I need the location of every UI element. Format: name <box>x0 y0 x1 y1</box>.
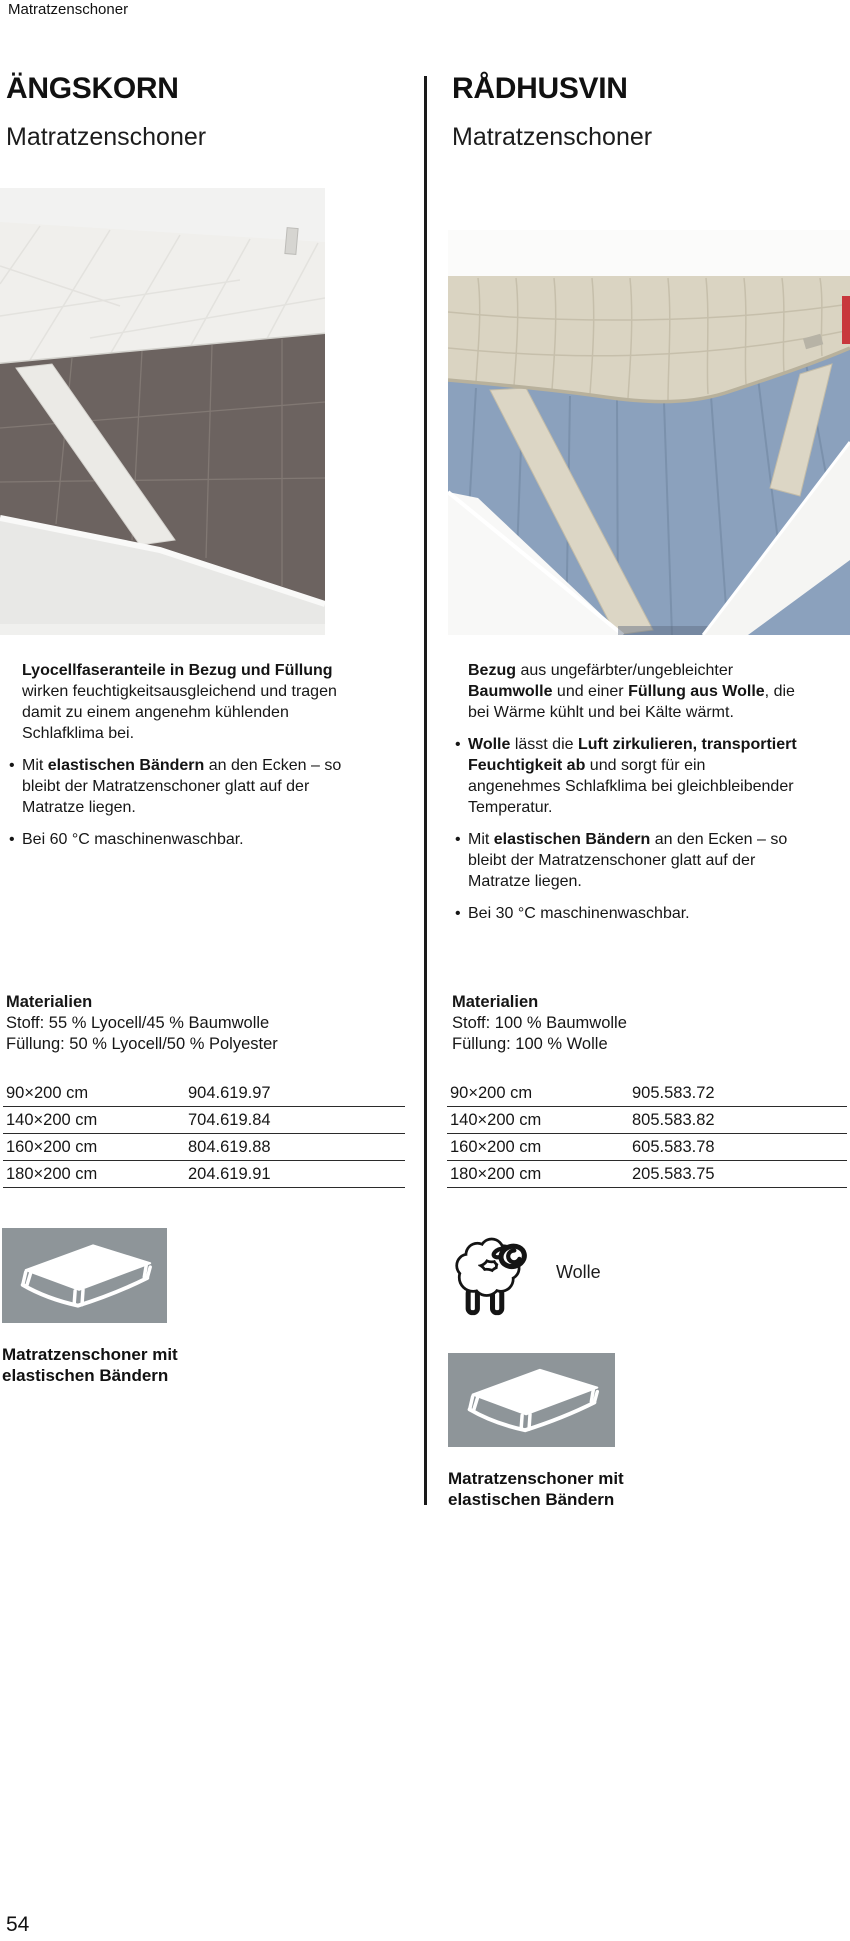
wool-label: Wolle <box>556 1262 601 1282</box>
table-row <box>447 1161 847 1188</box>
feature-item: Bezug aus ungefärbter/ungebleichter Baumwolle und einer Füllung aus Wolle, die bei Wärme kühlt und bei Kälte wärmt. <box>468 662 795 721</box>
size-table-radhusvin <box>447 1080 847 1188</box>
feature-item: • Bei 60 °C maschinenwaschbar. <box>22 829 356 850</box>
product-type-angskorn: Matratzenschoner <box>6 123 207 151</box>
materials-angskorn <box>6 992 346 1055</box>
column-divider <box>424 76 427 1505</box>
table-row <box>3 1107 405 1134</box>
article-number-cell: 704.619.84 <box>188 1107 405 1134</box>
materials-line: Füllung: 100 % Wolle <box>452 1035 608 1053</box>
product-name-radhusvin: RÅDHUSVIN <box>452 72 628 105</box>
table-row <box>3 1080 405 1107</box>
materials-heading: Materialien <box>6 993 93 1011</box>
feature-list-radhusvin <box>452 660 800 935</box>
feature-item: • Bei 30 °C maschinenwaschbar. <box>468 903 800 924</box>
product-photo-radhusvin <box>448 230 850 635</box>
article-number-cell: 205.583.75 <box>632 1161 847 1188</box>
mattress-protector-with-elastic-bands-icon <box>2 1228 167 1323</box>
page-number: 54 <box>6 1913 30 1936</box>
icon-caption-radhusvin: Matratzenschoner mit elastischen Bändern <box>448 1469 624 1509</box>
article-number-cell: 204.619.91 <box>188 1161 405 1188</box>
photo-angskorn-illustration <box>0 188 325 635</box>
table-row <box>3 1134 405 1161</box>
table-row <box>447 1107 847 1134</box>
feature-item: • Wolle lässt die Luft zirkulieren, transportiert Feuchtigkeit ab und sorgt für ein angenehmes Schlafklima bei gleichbleibender Temperatur. <box>468 734 800 818</box>
feature-list-angskorn <box>6 660 356 861</box>
icon-caption-angskorn: Matratzenschoner mit elastischen Bändern <box>2 1345 178 1385</box>
size-cell: 180×200 cm <box>447 1161 632 1188</box>
product-name-angskorn: ÄNGSKORN <box>6 72 179 105</box>
materials-heading: Materialien <box>452 993 539 1011</box>
size-cell: 90×200 cm <box>447 1080 632 1107</box>
size-cell: 160×200 cm <box>3 1134 188 1161</box>
size-cell: 90×200 cm <box>3 1080 188 1107</box>
article-number-cell: 804.619.88 <box>188 1134 405 1161</box>
feature-item: Lyocellfaseranteile in Bezug und Füllung wirken feuchtigkeitsausgleichend und tragen damit zu einem angenehm kühlenden Schlafklima bei. <box>22 662 337 742</box>
feature-item: • Mit elastischen Bändern an den Ecken – so bleibt der Matratzenschoner glatt auf der Matratze liegen. <box>22 755 356 818</box>
size-cell: 140×200 cm <box>447 1107 632 1134</box>
table-row <box>3 1161 405 1188</box>
article-number-cell: 905.583.72 <box>632 1080 847 1107</box>
size-cell: 180×200 cm <box>3 1161 188 1188</box>
materials-radhusvin <box>452 992 792 1055</box>
materials-line: Stoff: 55 % Lyocell/45 % Baumwolle <box>6 1014 270 1032</box>
size-cell: 160×200 cm <box>447 1134 632 1161</box>
product-type-radhusvin: Matratzenschoner <box>452 123 653 151</box>
feature-item: • Mit elastischen Bändern an den Ecken – so bleibt der Matratzenschoner glatt auf der Matratze liegen. <box>468 829 800 892</box>
mattress-protector-with-elastic-bands-icon <box>448 1353 615 1447</box>
product-photo-angskorn <box>0 188 325 635</box>
table-row <box>447 1134 847 1161</box>
article-number-cell: 904.619.97 <box>188 1080 405 1107</box>
table-row <box>447 1080 847 1107</box>
article-number-cell: 605.583.78 <box>632 1134 847 1161</box>
sheep-icon <box>448 1230 532 1318</box>
size-cell: 140×200 cm <box>3 1107 188 1134</box>
page-header: Matratzenschoner <box>8 1 129 18</box>
photo-radhusvin-illustration <box>448 230 850 635</box>
materials-line: Füllung: 50 % Lyocell/50 % Polyester <box>6 1035 278 1053</box>
article-number-cell: 805.583.82 <box>632 1107 847 1134</box>
materials-line: Stoff: 100 % Baumwolle <box>452 1014 627 1032</box>
size-table-angskorn <box>3 1080 405 1188</box>
